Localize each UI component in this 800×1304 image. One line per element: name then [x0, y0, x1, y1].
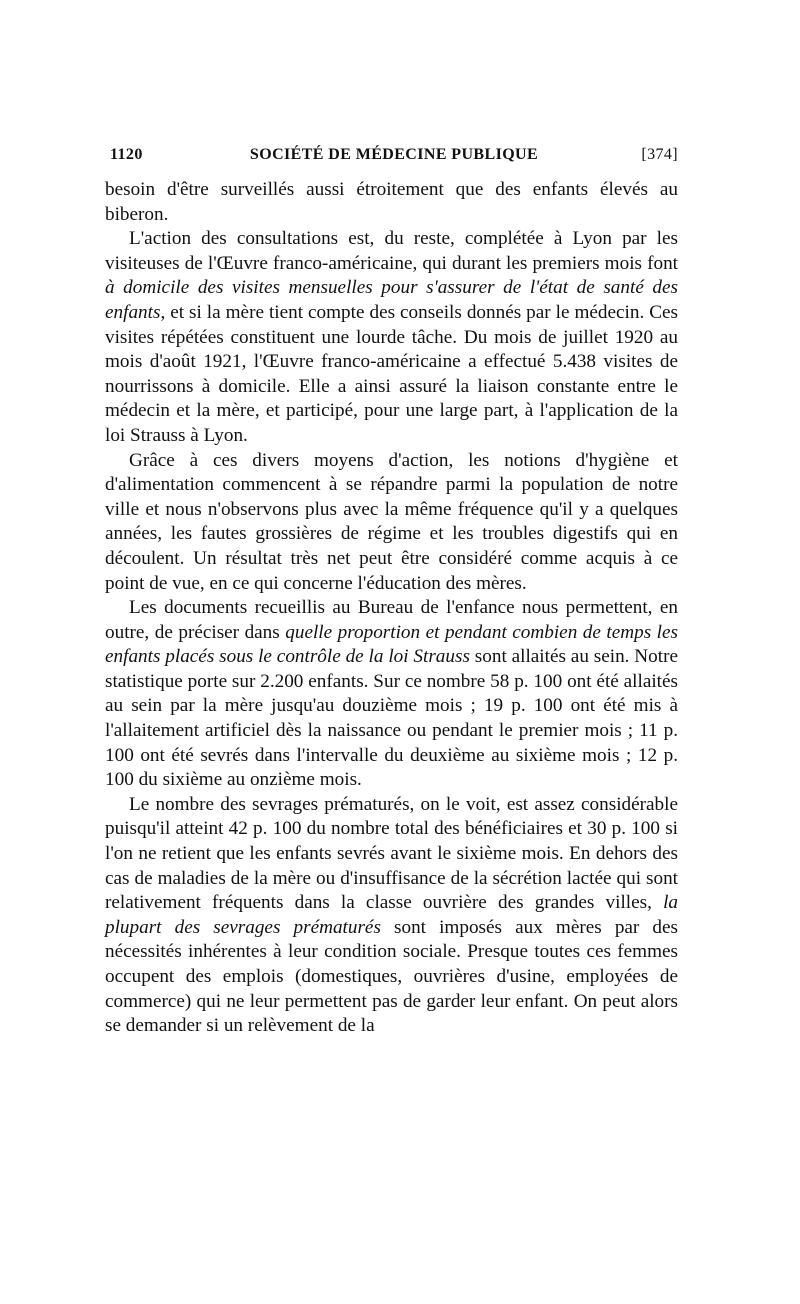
section-reference: [374]	[641, 146, 678, 163]
paragraph	[105, 449, 678, 597]
italic-run: à domicile des visites mensuelles pour s'assurer de l'état de santé des enfants	[105, 277, 678, 323]
text-run: , et si la mère tient compte des conseils donnés par le médecin. Ces visites répétées constituent une lourde tâche. Du mois de juillet 1920 au mois d'août 1921, l'Œuvre franco-américaine a effectué 5.438 visites de nourrissons à domicile. Elle a ainsi assuré la liaison constante entre le médecin et la mère, et participé, pour une large part, à l'application de la loi Strauss à Lyon.	[105, 301, 678, 446]
text-run: besoin d'être surveillés aussi étroitement que des enfants élevés au biberon.	[105, 179, 678, 225]
text-run: sont imposés aux mères par des nécessités inhérentes à leur condition sociale. Presque toutes ces femmes occupent des emplois (domestiques, ouvrières d'usine, employées de commerce) qui ne leur permettent pas de garder leur enfant. On peut alors se demander si un relèvement de la	[105, 916, 678, 1037]
paragraph	[105, 227, 678, 448]
running-header	[110, 146, 678, 170]
italic-run: la plupart des sevrages prématurés	[105, 892, 678, 938]
body-text	[105, 178, 678, 1039]
text-run: sont allaités au sein. Notre statistique porte sur 2.200 enfants. Sur ce nombre 58 p. 100 ont été allaités au sein par la mère jusqu'au douzième mois ; 19 p. 100 ont été mis à l'allaitement artificiel dès la naissance ou pendant le premier mois ; 11 p. 100 ont été sevrés dans l'intervalle du deuxième au sixième mois ; 12 p. 100 du sixième au onzième mois.	[105, 646, 678, 791]
text-run: Grâce à ces divers moyens d'action, les notions d'hygiène et d'alimentation commencent à se répandre parmi la population de notre ville et nous n'observons plus avec la même fréquence qu'il y a quelques années, les fautes grossières de régime et les troubles digestifs qui en découlent. Un résultat très net peut être considéré comme acquis à ce point de vue, en ce qui concerne l'éducation des mères.	[105, 449, 678, 594]
text-run: Les documents recueillis au Bureau de l'enfance nous permettent, en outre, de préciser dans	[105, 597, 678, 643]
text-run: Le nombre des sevrages prématurés, on le voit, est assez considérable puisqu'il atteint 42 p. 100 du nombre total des bénéficiaires et 30 p. 100 si l'on ne retient que les enfants sevrés avant le sixième mois. En dehors des cas de maladies de la mère ou d'insuffisance de la sécrétion lactée qui sont relativement fréquents dans la classe ouvrière des grandes villes,	[105, 793, 678, 914]
text-run: L'action des consultations est, du reste, complétée à Lyon par les visiteuses de l'Œuvre franco-américaine, qui durant les premiers mois font	[105, 228, 678, 274]
paragraph	[105, 178, 678, 227]
running-title: SOCIÉTÉ DE MÉDECINE PUBLIQUE	[249, 146, 539, 163]
page-number: 1120	[110, 146, 143, 163]
paragraph	[105, 596, 678, 793]
paragraph	[105, 793, 678, 1039]
italic-run: quelle proportion et pendant combien de temps les enfants placés sous le contrôle de la loi Strauss	[105, 621, 678, 668]
